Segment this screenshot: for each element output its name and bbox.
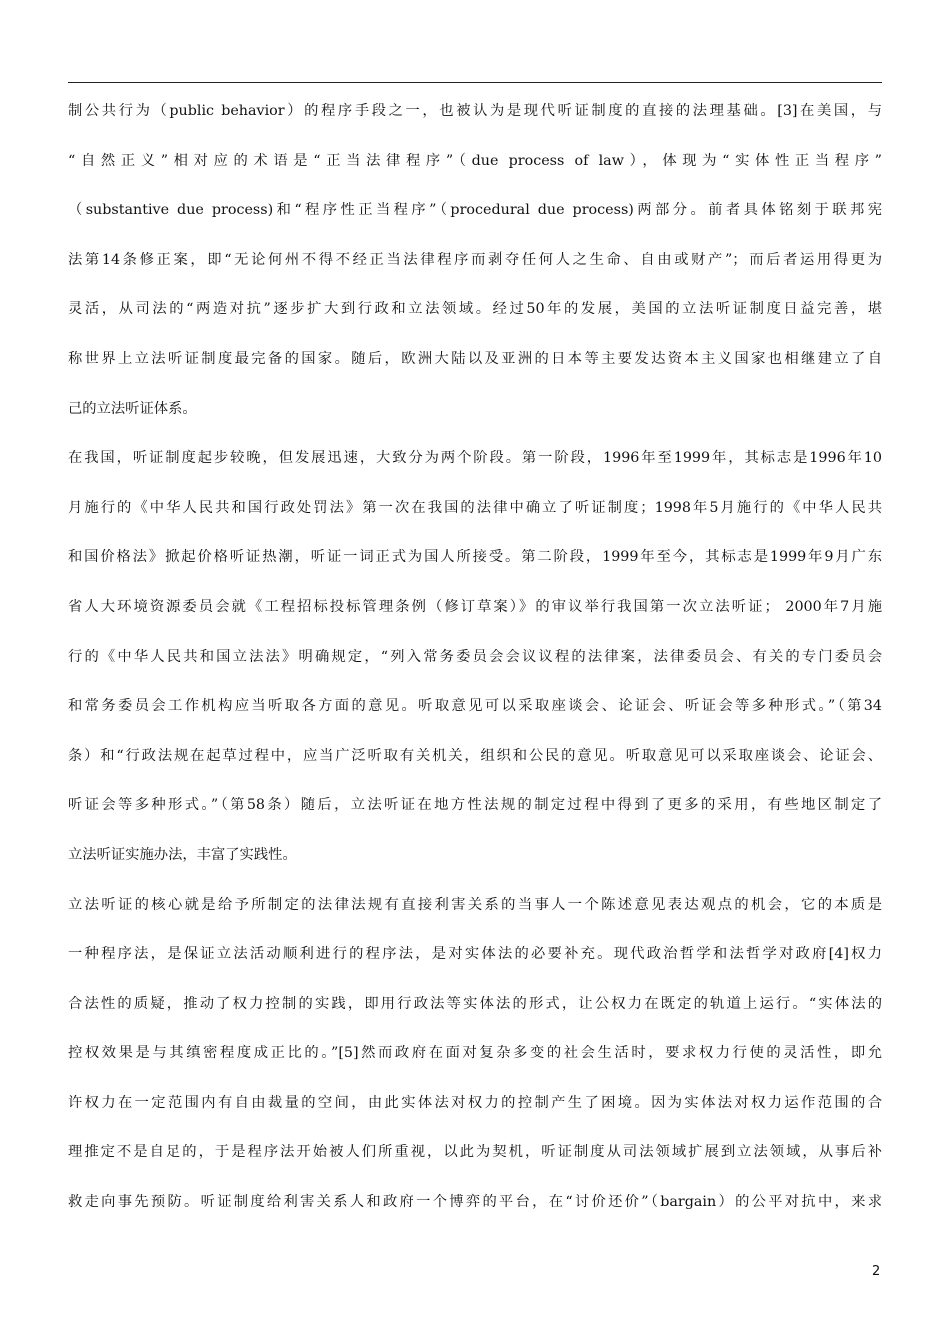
text-line: 制公共行为（public behavior）的程序手段之一，也被认为是现代听证制度的直接的法理基础。[3]在美国，与 bbox=[68, 103, 882, 119]
text-line: 己的立法听证体系。 bbox=[68, 400, 197, 417]
header-rule bbox=[68, 82, 882, 83]
text-line: 和常务委员会工作机构应当听取各方面的意见。听取意见可以采取座谈会、论证会、听证会等多种形式。”（第34 bbox=[68, 698, 882, 715]
text-line: 一种程序法，是保证立法活动顺利进行的程序法，是对实体法的必要补充。现代政治哲学和法哲学对政府[4]权力 bbox=[68, 946, 882, 963]
text-line: 听证会等多种形式。”（第58条）随后，立法听证在地方性法规的制定过程中得到了更多的采用，有些地区制定了 bbox=[68, 797, 882, 814]
text-line: 立法听证的核心就是给予所制定的法律法规有直接利害关系的当事人一个陈述意见表达观点的机会，它的本质是 bbox=[68, 896, 882, 913]
text-line: 和国价格法》掀起价格听证热潮，听证一词正式为国人所接受。第二阶段，1999年至今，其标志是1999年9月广东 bbox=[68, 549, 882, 566]
text-line: 在我国，听证制度起步较晚，但发展迅速，大致分为两个阶段。第一阶段，1996年至1999年，其标志是1996年10 bbox=[68, 450, 882, 467]
text-line: 灵活，从司法的“两造对抗”逐步扩大到行政和立法领域。经过50年的发展，美国的立法听证制度日益完善，堪 bbox=[68, 301, 882, 318]
text-line: 立法听证实施办法，丰富了实践性。 bbox=[68, 846, 297, 863]
page-number: 2 bbox=[872, 1264, 881, 1279]
text-line: 条）和“行政法规在起草过程中，应当广泛听取有关机关，组织和公民的意见。听取意见可以采取座谈会、论证会、 bbox=[68, 747, 882, 764]
text-line: 控权效果是与其缜密程度成正比的。”[5]然而政府在面对复杂多变的社会生活时，要求权力行使的灵活性，即允 bbox=[68, 1045, 882, 1062]
document-body bbox=[68, 96, 882, 1237]
text-line: 行的《中华人民共和国立法法》明确规定，“列入常务委员会会议议程的法律案，法律委员会、有关的专门委员会 bbox=[68, 648, 882, 665]
text-line: 救走向事先预防。听证制度给利害关系人和政府一个博弈的平台，在“讨价还价”（bargain）的公平对抗中，来求 bbox=[68, 1194, 882, 1211]
text-line: 合法性的质疑，推动了权力控制的实践，即用行政法等实体法的形式，让公权力在既定的轨道上运行。“实体法的 bbox=[68, 995, 882, 1012]
text-line: 称世界上立法听证制度最完备的国家。随后，欧洲大陆以及亚洲的日本等主要发达资本主义国家也相继建立了自 bbox=[68, 350, 882, 367]
text-line: 月施行的《中华人民共和国行政处罚法》第一次在我国的法律中确立了听证制度；1998年5月施行的《中华人民共 bbox=[68, 499, 882, 516]
text-line: 省人大环境资源委员会就《工程招标投标管理条例（修订草案）》的审议举行我国第一次立法听证； 2000年7月施 bbox=[68, 598, 882, 615]
text-line: 许权力在一定范围内有自由裁量的空间，由此实体法对权力的控制产生了困境。因为实体法对权力运作范围的合 bbox=[68, 1094, 882, 1111]
text-line: 法第14条修正案，即“无论何州不得不经正当法律程序而剥夺任何人之生命、自由或财产”；而后者运用得更为 bbox=[68, 251, 882, 268]
text-line: 理推定不是自足的，于是程序法开始被人们所重视，以此为契机，听证制度从司法领域扩展到立法领域，从事后补 bbox=[68, 1144, 882, 1161]
text-line: （substantive due process)和“程序性正当程序”（procedural due process)两部分。前者具体铭刻于联邦宪 bbox=[68, 202, 882, 219]
text-line: “自然正义”相对应的术语是“正当法律程序”（due process of law），体现为“实体性正当程序” bbox=[68, 152, 882, 169]
